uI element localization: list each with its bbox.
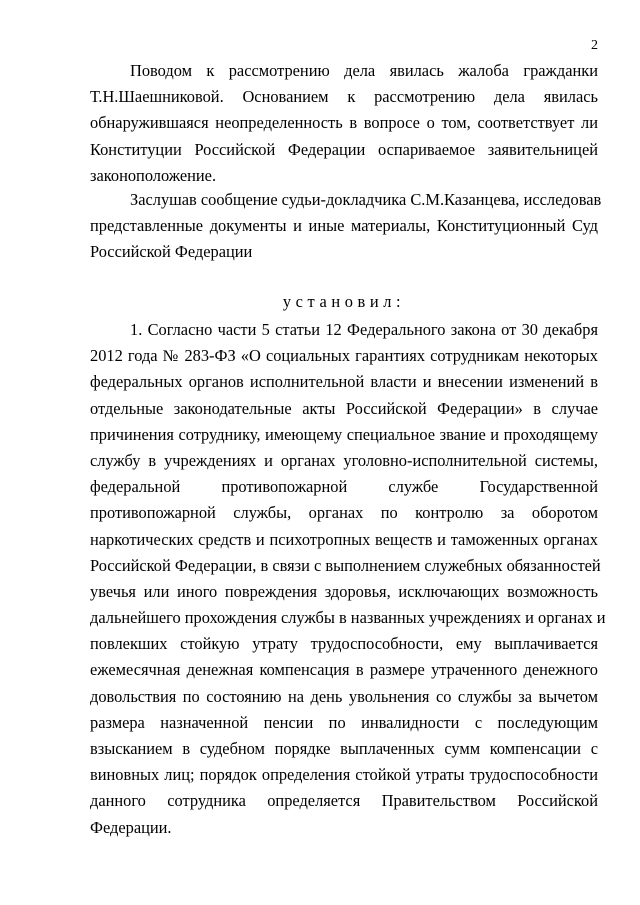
text-line: данного сотрудника определяется Правительством Российской [90, 791, 598, 811]
text-line: отдельные законодательные акты Российской Федерации» в случае [90, 398, 598, 418]
text-line: Поводом к рассмотрению дела явилась жалоба гражданки [130, 61, 598, 80]
text-line: 2012 года № 283-ФЗ «О социальных гарантиях сотрудникам некоторых [90, 346, 598, 366]
page-number: 2 [591, 38, 598, 53]
text-line: Российской Федерации, в связи с выполнением служебных обязанностей [90, 555, 601, 575]
text-line: ежемесячная денежная компенсация в размере утраченного денежного [90, 660, 598, 680]
paragraph-law-article [90, 317, 606, 841]
paragraph-complaint [90, 58, 598, 189]
text-line: службу в учреждениях и органах уголовно-исполнительной системы, [90, 450, 598, 470]
text-line: федеральной противопожарной службе Государственной [90, 477, 598, 497]
text-line: Т.Н.Шаешниковой. Основанием к рассмотрению дела явилась [90, 87, 598, 107]
text-line: виновных лиц; порядок определения стойкой утраты трудоспособности [90, 765, 598, 785]
text-line: Российской Федерации [90, 242, 253, 262]
text-line: обнаружившаяся неопределенность в вопросе о том, соответствует ли [90, 113, 598, 133]
text-line: наркотических средств и психотропных веществ и таможенных органах [90, 529, 598, 549]
text-line: повлекших стойкую утрату трудоспособности, ему выплачивается [90, 634, 598, 654]
text-line: Заслушав сообщение судьи-докладчика С.М.Казанцева, исследовав [130, 190, 602, 209]
text-line: размера назначенной пенсии по инвалидности с последующим [90, 712, 598, 732]
text-line: законоположение. [90, 165, 217, 185]
text-line: представленные документы и иные материалы, Конституционный Суд [90, 216, 598, 236]
text-line: взысканием в судебном порядке выплаченных сумм компенсации с [90, 739, 598, 758]
paragraph-hearing [90, 187, 602, 266]
text-line: увечья или иного повреждения здоровья, исключающих возможность [90, 581, 598, 601]
text-line: довольствия по состоянию на день увольнения со службы за вычетом [90, 686, 598, 706]
text-line: федеральных органов исполнительной власти и внесении изменений в [90, 372, 598, 392]
text-line: противопожарной службы, органах по контролю за оборотом [90, 503, 598, 523]
text-line: дальнейшего прохождения службы в названных учреждениях и органах и [90, 608, 606, 628]
section-heading [90, 289, 598, 315]
text-line: Федерации. [90, 817, 172, 837]
text-line: 1. Согласно части 5 статьи 12 Федерального закона от 30 декабря [130, 320, 598, 339]
text-line: Конституции Российской Федерации оспариваемое заявительницей [90, 139, 598, 159]
heading-established: установил: [282, 292, 406, 311]
text-line: причинения сотруднику, имеющему специальное звание и проходящему [90, 424, 598, 444]
